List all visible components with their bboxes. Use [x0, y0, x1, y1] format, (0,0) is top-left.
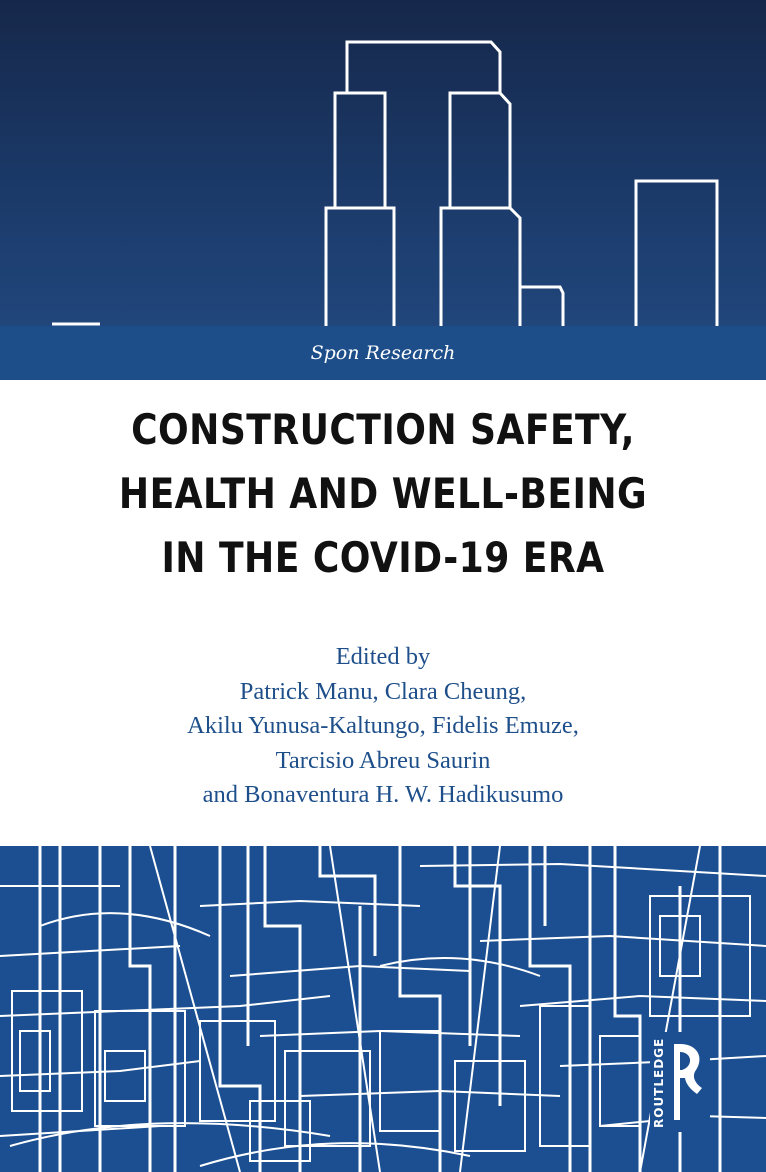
editor-line-2: Akilu Yunusa-Kaltungo, Fidelis Emuze,: [187, 712, 579, 739]
editor-line-4: and Bonaventura H. W. Hadikusumo: [202, 781, 564, 808]
title-line-2: HEALTH AND WELL-BEING: [118, 469, 648, 518]
editors-block: [0, 640, 766, 813]
skyline-illustration: [0, 0, 766, 326]
edited-by-label: Edited by: [335, 643, 431, 670]
book-title: [0, 398, 766, 590]
title-line-3: IN THE COVID-19 ERA: [161, 533, 605, 582]
editor-line-1: Patrick Manu, Clara Cheung,: [239, 677, 527, 705]
title-line-1: CONSTRUCTION SAFETY,: [131, 405, 635, 454]
editor-line-3: Tarcisio Abreu Saurin: [275, 746, 491, 774]
series-band: [0, 326, 766, 380]
series-label: Spon Research: [310, 342, 456, 364]
publisher-name: ROUTLEDGE: [652, 1037, 666, 1128]
